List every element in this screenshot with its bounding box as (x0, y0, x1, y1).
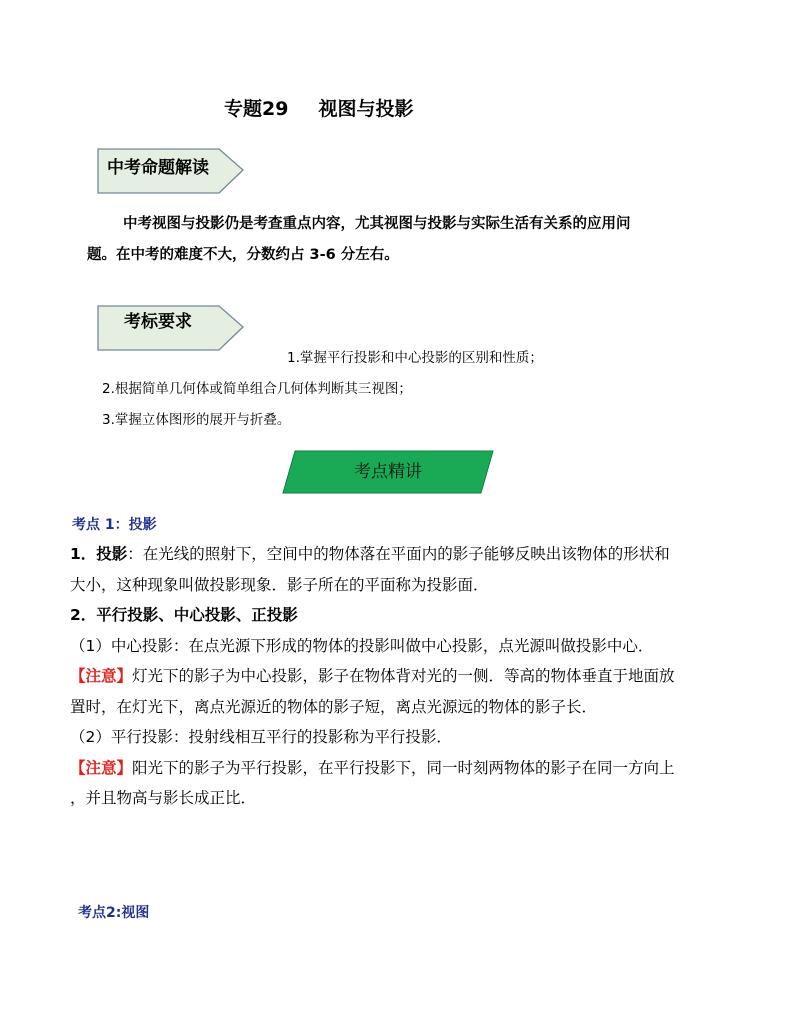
intro-line-2: 题。在中考的难度不大，分数约占 3-6 分左右。 (87, 247, 399, 263)
section-label-text: 考标要求 (124, 312, 192, 332)
kd1-heading: 考点 1：投影 (72, 517, 157, 533)
section-label-text: 中考命题解读 (107, 158, 209, 178)
page-title (224, 94, 413, 121)
kd1-p1-head: 1．投影 (70, 545, 128, 563)
kd1-p1-line1 (70, 544, 670, 564)
requirement-3: 3.掌握立体图形的展开与折叠。 (102, 412, 291, 428)
section-label-exam-interpretation (97, 145, 243, 187)
section-label-standards (97, 302, 243, 344)
requirement-1: 1.掌握平行投影和中心投影的区别和性质； (287, 350, 543, 366)
note1-text: 灯光下的影子为中心投影，影子在物体背对光的一侧．等高的物体垂直于地面放 (132, 667, 675, 685)
kd1-note2-line2: ，并且物高与影长成正比． (70, 789, 257, 807)
kd1-p1-text: ：在光线的照射下，空间中的物体落在平面内的影子能够反映出该物体的形状和 (127, 545, 670, 563)
note-label: 【注意】 (70, 667, 133, 685)
note2-text: 阳光下的影子为平行投影，在平行投影下，同一时刻两物体的影子在同一方向上 (132, 759, 675, 777)
key-points-banner (282, 450, 494, 494)
title-topic: 专题29 (224, 98, 289, 120)
kd1-p4: （2）平行投影：投射线相互平行的投影称为平行投影． (70, 728, 452, 746)
kd1-p2-head: 2．平行投影、中心投影、正投影 (70, 606, 298, 624)
banner-text: 考点精讲 (354, 462, 422, 482)
kd1-note2-line1 (70, 758, 675, 778)
requirement-2: 2.根据简单几何体或简单组合几何体判断其三视图； (102, 381, 412, 397)
title-name: 视图与投影 (318, 98, 414, 120)
note-label: 【注意】 (70, 759, 133, 777)
kd1-p3: （1）中心投影：在点光源下形成的物体的投影叫做中心投影，点光源叫做投影中心． (70, 637, 654, 655)
intro-line-1: 中考视图与投影仍是考查重点内容，尤其视图与投影与实际生活有关系的应用问 (123, 216, 631, 232)
kd1-note1-line2: 置时，在灯光下，离点光源近的物体的影子短，离点光源远的物体的影子长． (70, 698, 598, 716)
kd1-p1-line2: 大小，这种现象叫做投影现象．影子所在的平面称为投影面． (70, 576, 489, 594)
kd2-heading: 考点2:视图 (78, 905, 150, 921)
kd1-note1-line1 (70, 666, 675, 686)
